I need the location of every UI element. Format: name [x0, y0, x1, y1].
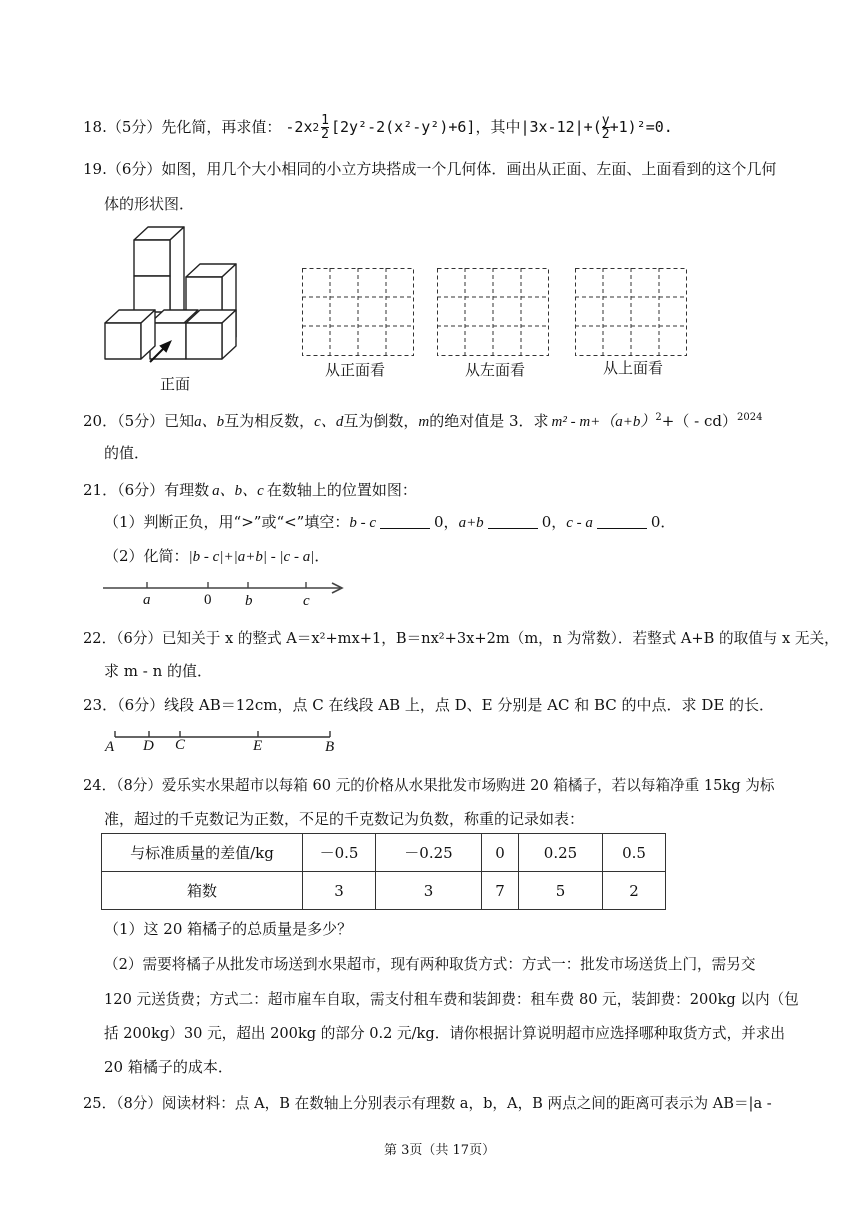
weight-table — [101, 833, 666, 910]
q21-zero-1: 0， — [434, 513, 459, 531]
top-view-grid — [575, 268, 687, 356]
q18-cond-fraction — [602, 114, 610, 141]
q18-cond-b: +1)²=0. — [609, 117, 673, 136]
q18-mid: ，其中 — [475, 117, 521, 136]
q18-cond-frac-den: 2 — [601, 126, 610, 142]
table-cell: 0.5 — [603, 834, 666, 872]
q20-c: 互为相反数， — [224, 412, 315, 430]
q20-e: 互为倒数， — [343, 412, 419, 430]
q20-b: a、b — [194, 414, 225, 430]
table-cell: －0.5 — [303, 834, 376, 872]
table-cell: 3 — [376, 872, 482, 910]
table-cell: 3 — [303, 872, 376, 910]
table-cell: －0.25 — [376, 834, 482, 872]
q21-part1-e3: c - a — [566, 515, 593, 531]
table-row — [102, 872, 666, 910]
segment-label-D: D — [143, 738, 154, 754]
q21-part1-e2: a+b — [458, 515, 484, 531]
q21-part1 — [104, 511, 675, 532]
q18-cond-frac-num: y — [601, 112, 610, 128]
q24-part2-line2: 120 元送货费；方式二：超市雇车自取，需支付租车费和装卸费：租车费 80 元，装卸费：200kg 以内（包 — [104, 991, 799, 1008]
q21-zero-2: 0， — [541, 513, 567, 531]
axis-label-0: 0 — [204, 592, 212, 608]
segment-label-C: C — [175, 737, 186, 753]
q18-fraction — [321, 114, 329, 141]
question-18 — [83, 114, 673, 140]
left-view-grid — [437, 268, 549, 356]
segment-label-B: B — [325, 739, 335, 755]
table-cell: 0.25 — [519, 834, 603, 872]
q19-line2: 体的形状图． — [104, 195, 195, 213]
q21-part1-e1: b - c — [349, 515, 377, 531]
table-cell: 与标准质量的差值/kg — [102, 834, 303, 872]
q20-expr-sup: 2 — [655, 412, 662, 423]
q18-expr-a: -2x — [285, 117, 313, 136]
q18-expr-sup: 2 — [312, 120, 320, 134]
number-line — [100, 578, 350, 608]
q21-part2-expr: |b - c|+|a+b| - |c - a| — [188, 549, 315, 565]
q21-blank-1[interactable] — [380, 528, 430, 529]
q21-part2-end: ． — [314, 547, 330, 565]
axis-label-c: c — [303, 593, 310, 609]
q21-line1-tail: 在数轴上的位置如图： — [266, 481, 417, 499]
view-label-top: 从上面看 — [603, 359, 664, 377]
q21-blank-2[interactable] — [488, 528, 538, 529]
q24-part2-line3: 括 200kg）30 元，超出 200kg 的部分 0.2 元/kg．请你根据计算说明超市应选择哪种取货方式，并求出 — [104, 1025, 785, 1042]
view-label-front: 从正面看 — [325, 361, 386, 379]
front-view-grid — [302, 268, 414, 356]
q25-line1: 25．（8分）阅读材料：点 A，B 在数轴上分别表示有理数 a，b，A，B 两点之间的距离可表示为 AB＝|a - — [83, 1095, 772, 1112]
q18-frac-num: 1 — [321, 112, 329, 128]
q20-g: 的绝对值是 3．求 — [429, 412, 549, 430]
table-cell: 2 — [603, 872, 666, 910]
q20-expr: m² - m+（a+b） — [551, 414, 656, 430]
q21-zero-3: 0． — [650, 513, 676, 531]
axis-label-a: a — [143, 592, 151, 608]
table-cell: 7 — [482, 872, 519, 910]
table-cell: 箱数 — [102, 872, 303, 910]
q20-a: 20．（5分）已知 — [83, 412, 195, 430]
q20-line2: 的值． — [104, 444, 150, 462]
q18-expr-b: [2y²-2(x²-y²)+6] — [330, 117, 476, 136]
q20-expr2: +（ - cd） — [661, 412, 737, 430]
table-cell: 5 — [519, 872, 603, 910]
q21-part1-a: （1）判断正负，用“>”或“<”填空： — [104, 513, 350, 531]
front-label: 正面 — [160, 375, 191, 393]
q18-prefix: 18.（5分）先化简，再求值： — [83, 117, 282, 136]
page-footer: 第 3页（共 17页） — [384, 1143, 496, 1158]
q23-line1: 23．（6分）线段 AB＝12cm，点 C 在线段 AB 上，点 D、E 分别是 AC 和 BC 的中点．求 DE 的长． — [83, 696, 775, 714]
q21-line1: 21．（6分）有理数 — [83, 481, 210, 499]
q18-frac-den: 2 — [321, 126, 329, 142]
q21-part2 — [104, 545, 329, 566]
cube-solid-figure — [100, 222, 250, 392]
q20-d: c、d — [314, 414, 344, 430]
q24-line2: 准，超过的千克数记为正数，不足的千克数记为负数，称重的记录如表： — [104, 810, 585, 828]
question-21 — [83, 479, 417, 500]
q21-vars: a、b、c — [212, 483, 264, 499]
q21-part2-a: （2）化简： — [104, 547, 189, 565]
q19-line1: 19.（6分）如图，用几个大小相同的小立方块搭成一个几何体．画出从正面、左面、上面看到的这个几何 — [83, 160, 777, 178]
q24-part1: （1）这 20 箱橘子的总质量是多少？ — [104, 920, 353, 938]
q20-expr2-sup: 2024 — [736, 412, 763, 423]
q24-line1: 24．（8分）爱乐实水果超市以每箱 60 元的价格从水果批发市场购进 20 箱橘子，若以每箱净重 15kg 为标 — [83, 777, 775, 794]
axis-label-b: b — [245, 593, 253, 609]
q21-blank-3[interactable] — [597, 528, 647, 529]
segment-label-A: A — [105, 739, 115, 755]
q24-part2-line4: 20 箱橘子的成本． — [104, 1058, 233, 1076]
q22-line2: 求 m - n 的值． — [104, 662, 213, 680]
view-label-left: 从左面看 — [465, 361, 526, 379]
q22-line1: 22．（6分）已知关于 x 的整式 A＝x²+mx+1，B＝nx²+3x+2m（m，n 为常数）．若整式 A+B 的取值与 x 无关， — [83, 630, 839, 647]
q20-f: m — [418, 414, 430, 430]
question-20 — [83, 410, 762, 431]
q18-cond-a: |3x-12|+( — [520, 117, 602, 136]
q24-part2-line1: （2）需要将橘子从批发市场送到水果超市，现有两种取货方式：方式一：批发市场送货上门，需另交 — [104, 956, 756, 973]
table-cell: 0 — [482, 834, 519, 872]
segment-label-E: E — [253, 738, 263, 754]
table-row — [102, 834, 666, 872]
